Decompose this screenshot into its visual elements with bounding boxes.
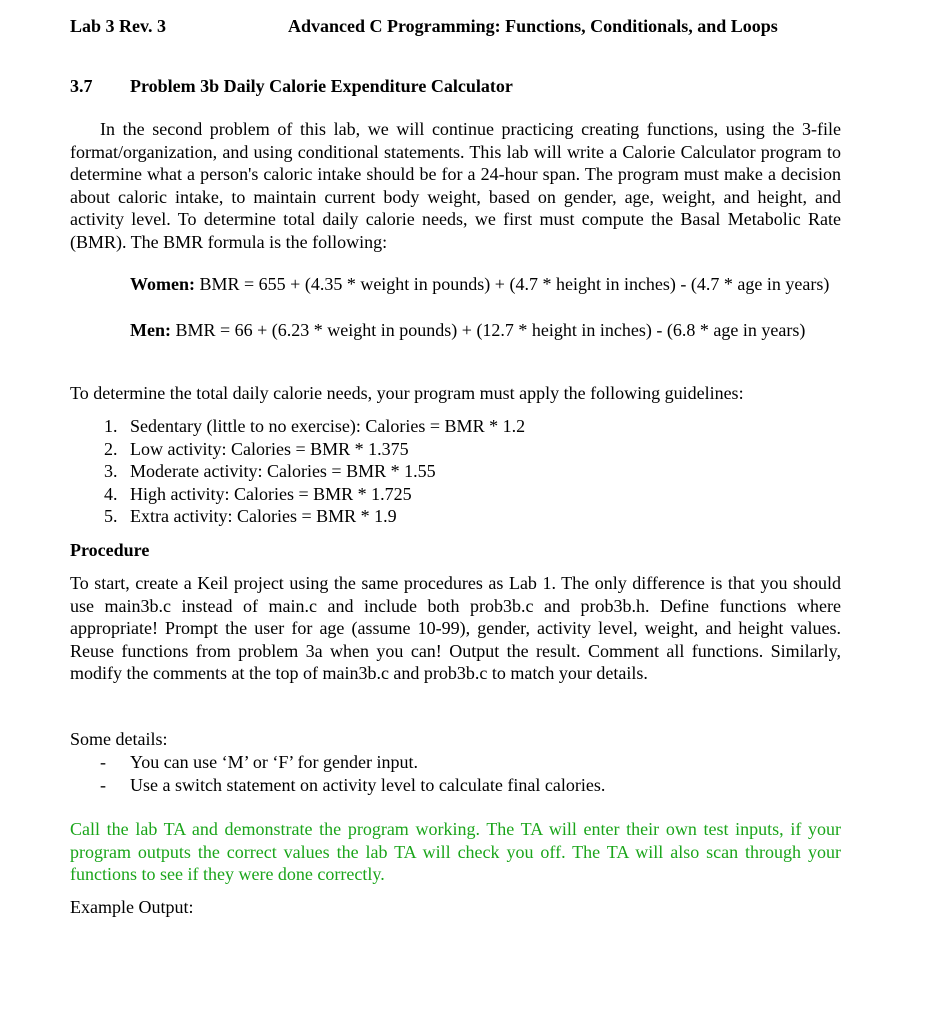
list-text: Low activity: Calories = BMR * 1.375 bbox=[130, 438, 409, 459]
list-number: 5. bbox=[104, 506, 118, 527]
course-title: Advanced C Programming: Functions, Conditionals, and Loops bbox=[288, 16, 778, 36]
procedure-paragraph: To start, create a Keil project using the same procedures as Lab 1. The only difference is that you should use main3b.c instead of main.c and include both prob3b.c and prob3b.h. Define functions where appropriate! Prompt the user for age (assume 10-99), gender, activity level, weight, and height values. Reuse functions from problem 3a when you can! Output the result. Comment all functions. Similarly, modify the comments at the top of main3b.c and prob3b.c to match your details. bbox=[70, 573, 841, 683]
activity-level-list bbox=[104, 415, 525, 528]
list-text: High activity: Calories = BMR * 1.725 bbox=[130, 483, 412, 504]
list-text: Sedentary (little to no exercise): Calories = BMR * 1.2 bbox=[130, 416, 526, 436]
details-list bbox=[100, 751, 605, 796]
list-number: 1. bbox=[104, 416, 118, 436]
list-text: You can use ‘M’ or ‘F’ for gender input. bbox=[130, 752, 418, 772]
procedure-heading: Procedure bbox=[70, 540, 150, 560]
formula-women-label: Women: bbox=[130, 274, 195, 294]
lab-label: Lab 3 Rev. 3 bbox=[70, 16, 167, 36]
ta-note: Call the lab TA and demonstrate the program working. The TA will enter their own test inputs, if your program outputs the correct values the lab TA will check you off. The TA will also scan through your functions to see if they were done correctly. bbox=[70, 819, 841, 884]
list-item bbox=[104, 438, 525, 461]
page-header bbox=[70, 16, 840, 40]
intro-paragraph: In the second problem of this lab, we will continue practicing creating functions, using the 3-file format/organization, and using conditional statements. This lab will write a Calorie Calculator program to determine what a person's caloric intake should be for a 24-hour span. The program must make a decision about caloric intake, to maintain current body weight, based on gender, age, weight, and height, and activity level. To determine total daily calorie needs, we first must compute the Basal Metabolic Rate (BMR). The BMR formula is the following: bbox=[70, 119, 841, 252]
list-dash: - bbox=[100, 752, 106, 772]
guidelines-intro: To determine the total daily calorie needs, your program must apply the following guidelines: bbox=[70, 383, 744, 403]
formula-women-text: BMR = 655 + (4.35 * weight in pounds) + (4.7 * height in inches) - (4.7 * age in years) bbox=[199, 274, 830, 294]
list-item bbox=[104, 505, 525, 528]
list-item bbox=[104, 483, 525, 506]
list-item bbox=[104, 460, 525, 483]
list-number: 3. bbox=[104, 461, 118, 482]
list-item bbox=[104, 415, 525, 438]
example-output-label: Example Output: bbox=[70, 897, 194, 917]
section-title: Problem 3b Daily Calorie Expenditure Calculator bbox=[130, 76, 513, 96]
list-number: 2. bbox=[104, 438, 118, 459]
list-text: Use a switch statement on activity level to calculate final calories. bbox=[130, 774, 606, 795]
list-dash: - bbox=[100, 774, 106, 795]
list-text: Extra activity: Calories = BMR * 1.9 bbox=[130, 506, 397, 527]
section-heading bbox=[70, 76, 513, 97]
details-heading: Some details: bbox=[70, 729, 168, 749]
section-number: 3.7 bbox=[70, 76, 93, 96]
list-text: Moderate activity: Calories = BMR * 1.55 bbox=[130, 461, 436, 482]
list-number: 4. bbox=[104, 483, 118, 504]
list-item bbox=[100, 774, 605, 797]
formula-men-text: BMR = 66 + (6.23 * weight in pounds) + (12.7 * height in inches) - (6.8 * age in years) bbox=[175, 320, 806, 340]
formula-women bbox=[130, 273, 841, 296]
list-item bbox=[100, 751, 605, 774]
formula-men-label: Men: bbox=[130, 320, 171, 340]
formula-men bbox=[130, 319, 841, 342]
